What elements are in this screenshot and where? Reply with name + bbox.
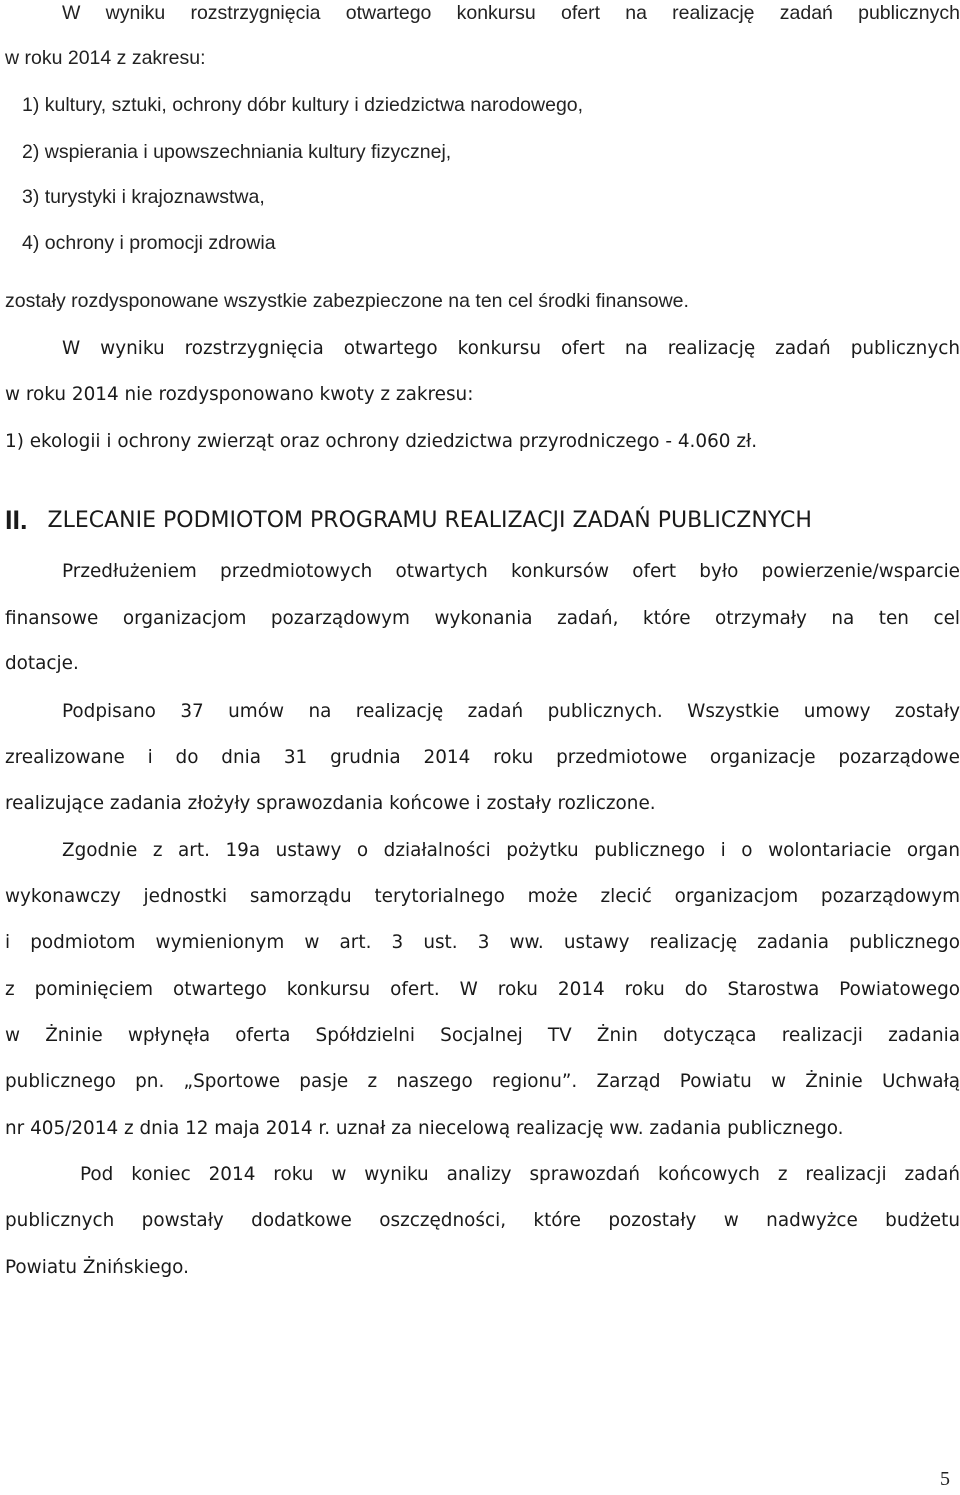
section2-p4-line-2: publicznych powstały dodatkowe oszczędności, które pozostały w nadwyżce budżetu xyxy=(5,1210,960,1231)
section2-p1-line-2: finansowe organizacjom pozarządowym wykonania zadań, które otrzymały na ten cel xyxy=(5,608,960,629)
section2-p4-line-3: Powiatu Żnińskiego. xyxy=(5,1257,189,1278)
section2-p3-line-7: nr 405/2014 z dnia 12 maja 2014 r. uznał za niecelową realizację ww. zadania publicznego. xyxy=(5,1118,844,1139)
section2-p3-line-3: i podmiotom wymienionym w art. 3 ust. 3 ww. ustawy realizację zadania publicznego xyxy=(5,932,960,953)
section1-intro-line-2: w roku 2014 z zakresu: xyxy=(5,47,206,69)
section1-list-item-3: 3) turystyki i krajoznawstwa, xyxy=(22,186,265,208)
section2-p3-line-2: wykonawczy jednostki samorządu terytorialnego może zlecić organizacjom pozarządowym xyxy=(5,886,960,907)
page-number: 5 xyxy=(940,1468,950,1490)
section1-list-item-1: 1) kultury, sztuki, ochrony dóbr kultury i dziedzictwa narodowego, xyxy=(22,94,584,116)
section1-para2-line-2: w roku 2014 nie rozdysponowano kwoty z zakresu: xyxy=(5,384,474,405)
section2-p1-line-3: dotacje. xyxy=(5,653,79,674)
section2-p2-line-1: Podpisano 37 umów na realizację zadań publicznych. Wszystkie umowy zostały xyxy=(62,701,960,722)
section1-para2-item: 1) ekologii i ochrony zwierząt oraz ochrony dziedzictwa przyrodniczego - 4.060 zł. xyxy=(5,431,758,452)
section1-list-item-4: 4) ochrony i promocji zdrowia xyxy=(22,232,276,254)
section1-conclusion: zostały rozdysponowane wszystkie zabezpieczone na ten cel środki finansowe. xyxy=(5,290,689,312)
section2-p2-line-2: zrealizowane i do dnia 31 grudnia 2014 roku przedmiotowe organizacje pozarządowe xyxy=(5,747,960,768)
section2-p3-line-1: Zgodnie z art. 19a ustawy o działalności pożytku publicznego i o wolontariacie organ xyxy=(62,840,960,861)
section1-intro-line-1: W wyniku rozstrzygnięcia otwartego konkursu ofert na realizację zadań publicznych xyxy=(62,2,960,24)
section2-p3-line-4: z pominięciem otwartego konkursu ofert. W roku 2014 roku do Starostwa Powiatowego xyxy=(5,979,960,1000)
section2-p3-line-5: w Żninie wpłynęła oferta Spółdzielni Socjalnej TV Żnin dotycząca realizacji zadania xyxy=(5,1025,960,1046)
section2-p3-line-6: publicznego pn. „Sportowe pasje z naszego regionu”. Zarząd Powiatu w Żninie Uchwałą xyxy=(5,1071,960,1092)
section2-p4-line-1: Pod koniec 2014 roku w wyniku analizy sprawozdań końcowych z realizacji zadań xyxy=(80,1164,960,1185)
section2-heading xyxy=(5,505,812,536)
section2-p2-line-3: realizujące zadania złożyły sprawozdania końcowe i zostały rozliczone. xyxy=(5,793,656,814)
section2-title: ZLECANIE PODMIOTOM PROGRAMU REALIZACJI ZADAŃ PUBLICZNYCH xyxy=(47,508,812,533)
section2-number: II. xyxy=(5,505,28,535)
section1-list-item-2: 2) wspierania i upowszechniania kultury fizycznej, xyxy=(22,141,452,163)
section1-para2-line-1: W wyniku rozstrzygnięcia otwartego konkursu ofert na realizację zadań publicznych xyxy=(62,338,960,359)
section2-p1-line-1: Przedłużeniem przedmiotowych otwartych konkursów ofert było powierzenie/wsparcie xyxy=(62,561,960,582)
